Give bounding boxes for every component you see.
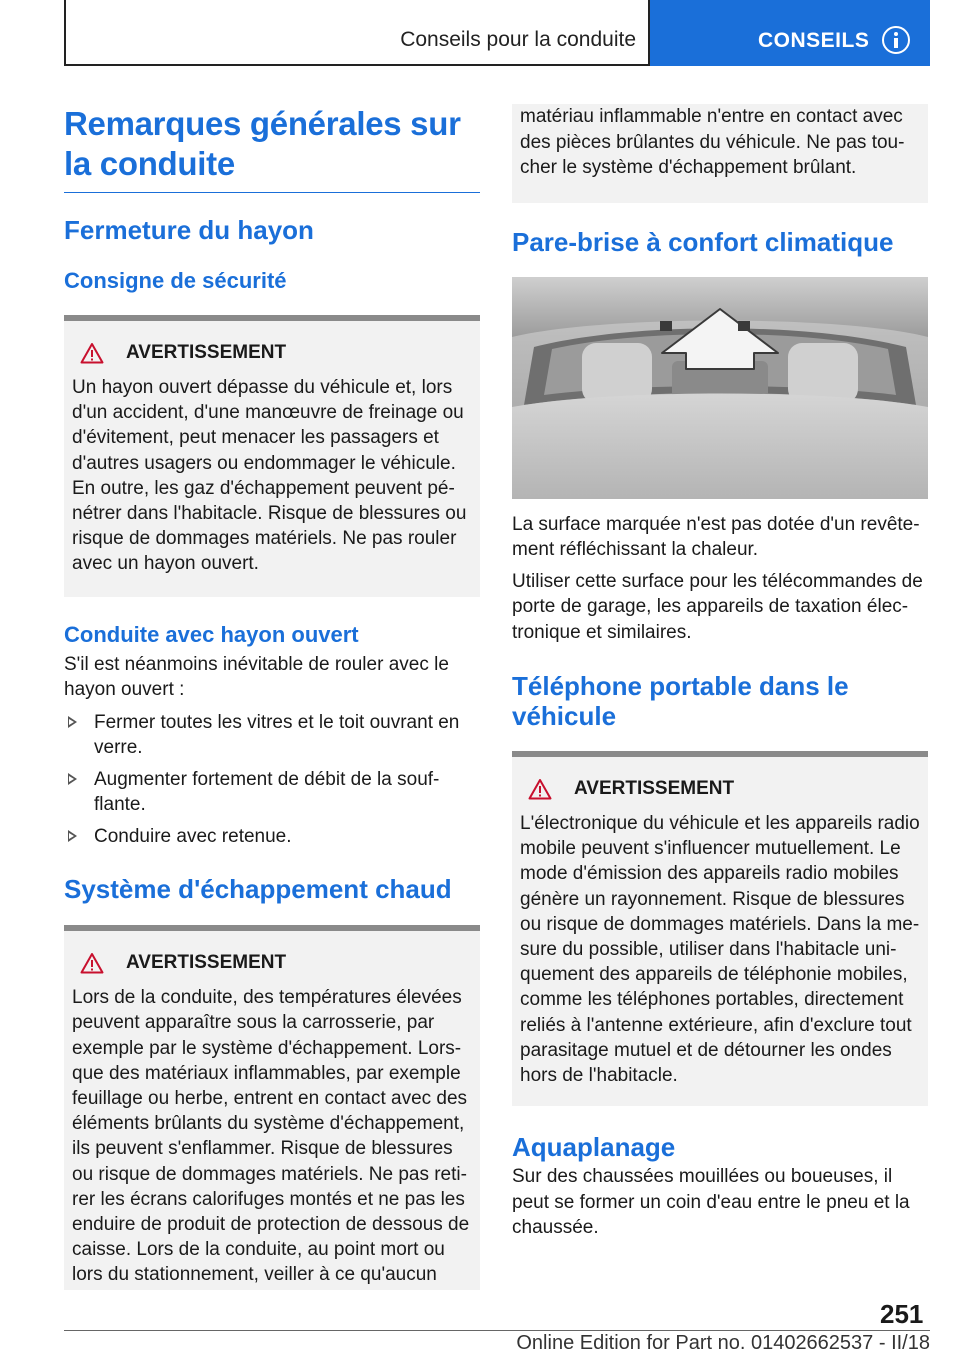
warning-title: AVERTISSEMENT — [126, 952, 287, 974]
footer-divider — [64, 1330, 930, 1331]
warning-text: L'électronique du véhicule et les appareils radio mobile peuvent s'influencer mutuellement. Le mode d'émission des appareils radio mobiles génère un rayonnement. Risque de blessures ou risque de dommages matériels. Dans la me- sure du possible, utiliser dans l'habitacle uni- quement des appareils de téléphonie mobiles, comme les téléphones portables, directement reliés à l'antenne extérieure, afin d'exclure tout parasitage mutuel et de détourner les ondes hors de l'habitacle. — [520, 813, 920, 1087]
intro-text: S'il est néanmoins inévitable de rouler avec le hayon ouvert : — [64, 653, 449, 701]
header-chapter-label: CONSEILS — [758, 29, 870, 52]
paragraph-usage: Utiliser cette surface pour les télécommandes de porte de garage, les appareils de taxation élec- tronique et similaires. — [512, 570, 923, 643]
list-item: Fermer toutes les vitres et le toit ouvrant en verre. — [64, 710, 480, 761]
page-title: Remarques générales sur la conduite — [64, 104, 480, 193]
paragraph-surface: La surface marquée n'est pas dotée d'un revête- ment réfléchissant la chaleur. — [512, 513, 920, 560]
heading-securite: Consigne de sécurité — [64, 268, 287, 293]
bullet-list — [64, 710, 480, 850]
windshield-photo — [512, 277, 928, 499]
bullet-triangle-icon — [68, 830, 77, 842]
heading-parebrise: Pare-brise à confort climatique — [512, 226, 894, 257]
warning-title: AVERTISSEMENT — [574, 778, 735, 799]
warning-box-telephone — [512, 751, 928, 1106]
header-section-box — [64, 0, 648, 66]
heading-hayon: Fermeture du hayon — [64, 215, 314, 245]
warning-triangle-icon — [80, 952, 104, 974]
warning-box-continued — [512, 104, 928, 203]
right-column — [512, 104, 928, 1241]
page-number: 251 — [880, 1299, 924, 1329]
heading-aquaplanage: Aquaplanage — [512, 1132, 676, 1163]
warning-triangle-icon — [528, 778, 552, 800]
list-item: Augmenter fortement de débit de la souf- flante. — [64, 767, 480, 818]
page-header — [64, 0, 930, 66]
warning-box-hayon — [64, 315, 480, 597]
left-column — [64, 104, 480, 1290]
list-item: Conduire avec retenue. — [64, 824, 480, 850]
warning-text: Un hayon ouvert dépasse du véhicule et, lors d'un accident, d'une manœuvre de freinage ou d'évitement, peut menacer les passagers et d'autres usagers ou endommager le véhicule. En outre, les gaz d'échappement peuvent pé- nétrer dans l'habitacle. Risque de blessures ou risque de dommages matériels. Ne pas rouler avec un hayon ouvert. — [72, 377, 467, 575]
header-section-title: Conseils pour la conduite — [400, 28, 636, 51]
info-icon — [882, 26, 910, 54]
warning-title: AVERTISSEMENT — [126, 342, 287, 363]
warning-text: Lors de la conduite, des températures élevées peuvent apparaître sous la carrosserie, par exemple par le système d'échappement. Lors- que des matériaux inflammables, par exemple feuillage ou herbe, entrent en contact avec des éléments brûlants du système d'échappement, ils peuvent s'enflammer. Risque de blessures ou risque de dommages matériels. Ne pas reti- rer les écrans calorifuges montés et ne pas les enduire de produit de protection de dessous de caisse. Lors de la conduite, au point mort ou lors du stationnement, veiller à ce qu'aucun — [72, 987, 470, 1286]
heading-echappement: Système d'échappement chaud — [64, 874, 452, 905]
bullet-triangle-icon — [68, 773, 77, 785]
warning-text-continued: matériau inflammable n'entre en contact avec des pièces brûlantes du véhicule. Ne pas tou- cher le système d'échappement brûlant. — [520, 106, 905, 178]
paragraph-aquaplanage: Sur des chaussées mouillées ou boueuses, il peut se former un coin d'eau entre le pneu et la chaussée. — [512, 1166, 910, 1239]
warning-box-echappement — [64, 925, 480, 1289]
bullet-triangle-icon — [68, 716, 77, 728]
warning-triangle-icon — [80, 342, 104, 364]
heading-conduite-hayon: Conduite avec hayon ouvert — [64, 621, 359, 647]
heading-telephone: Téléphone portable dans le véhicule — [512, 671, 849, 731]
footer-edition: Online Edition for Part no. 01402662537 - II/18 — [516, 1332, 930, 1354]
header-chapter-box[interactable] — [648, 0, 930, 66]
